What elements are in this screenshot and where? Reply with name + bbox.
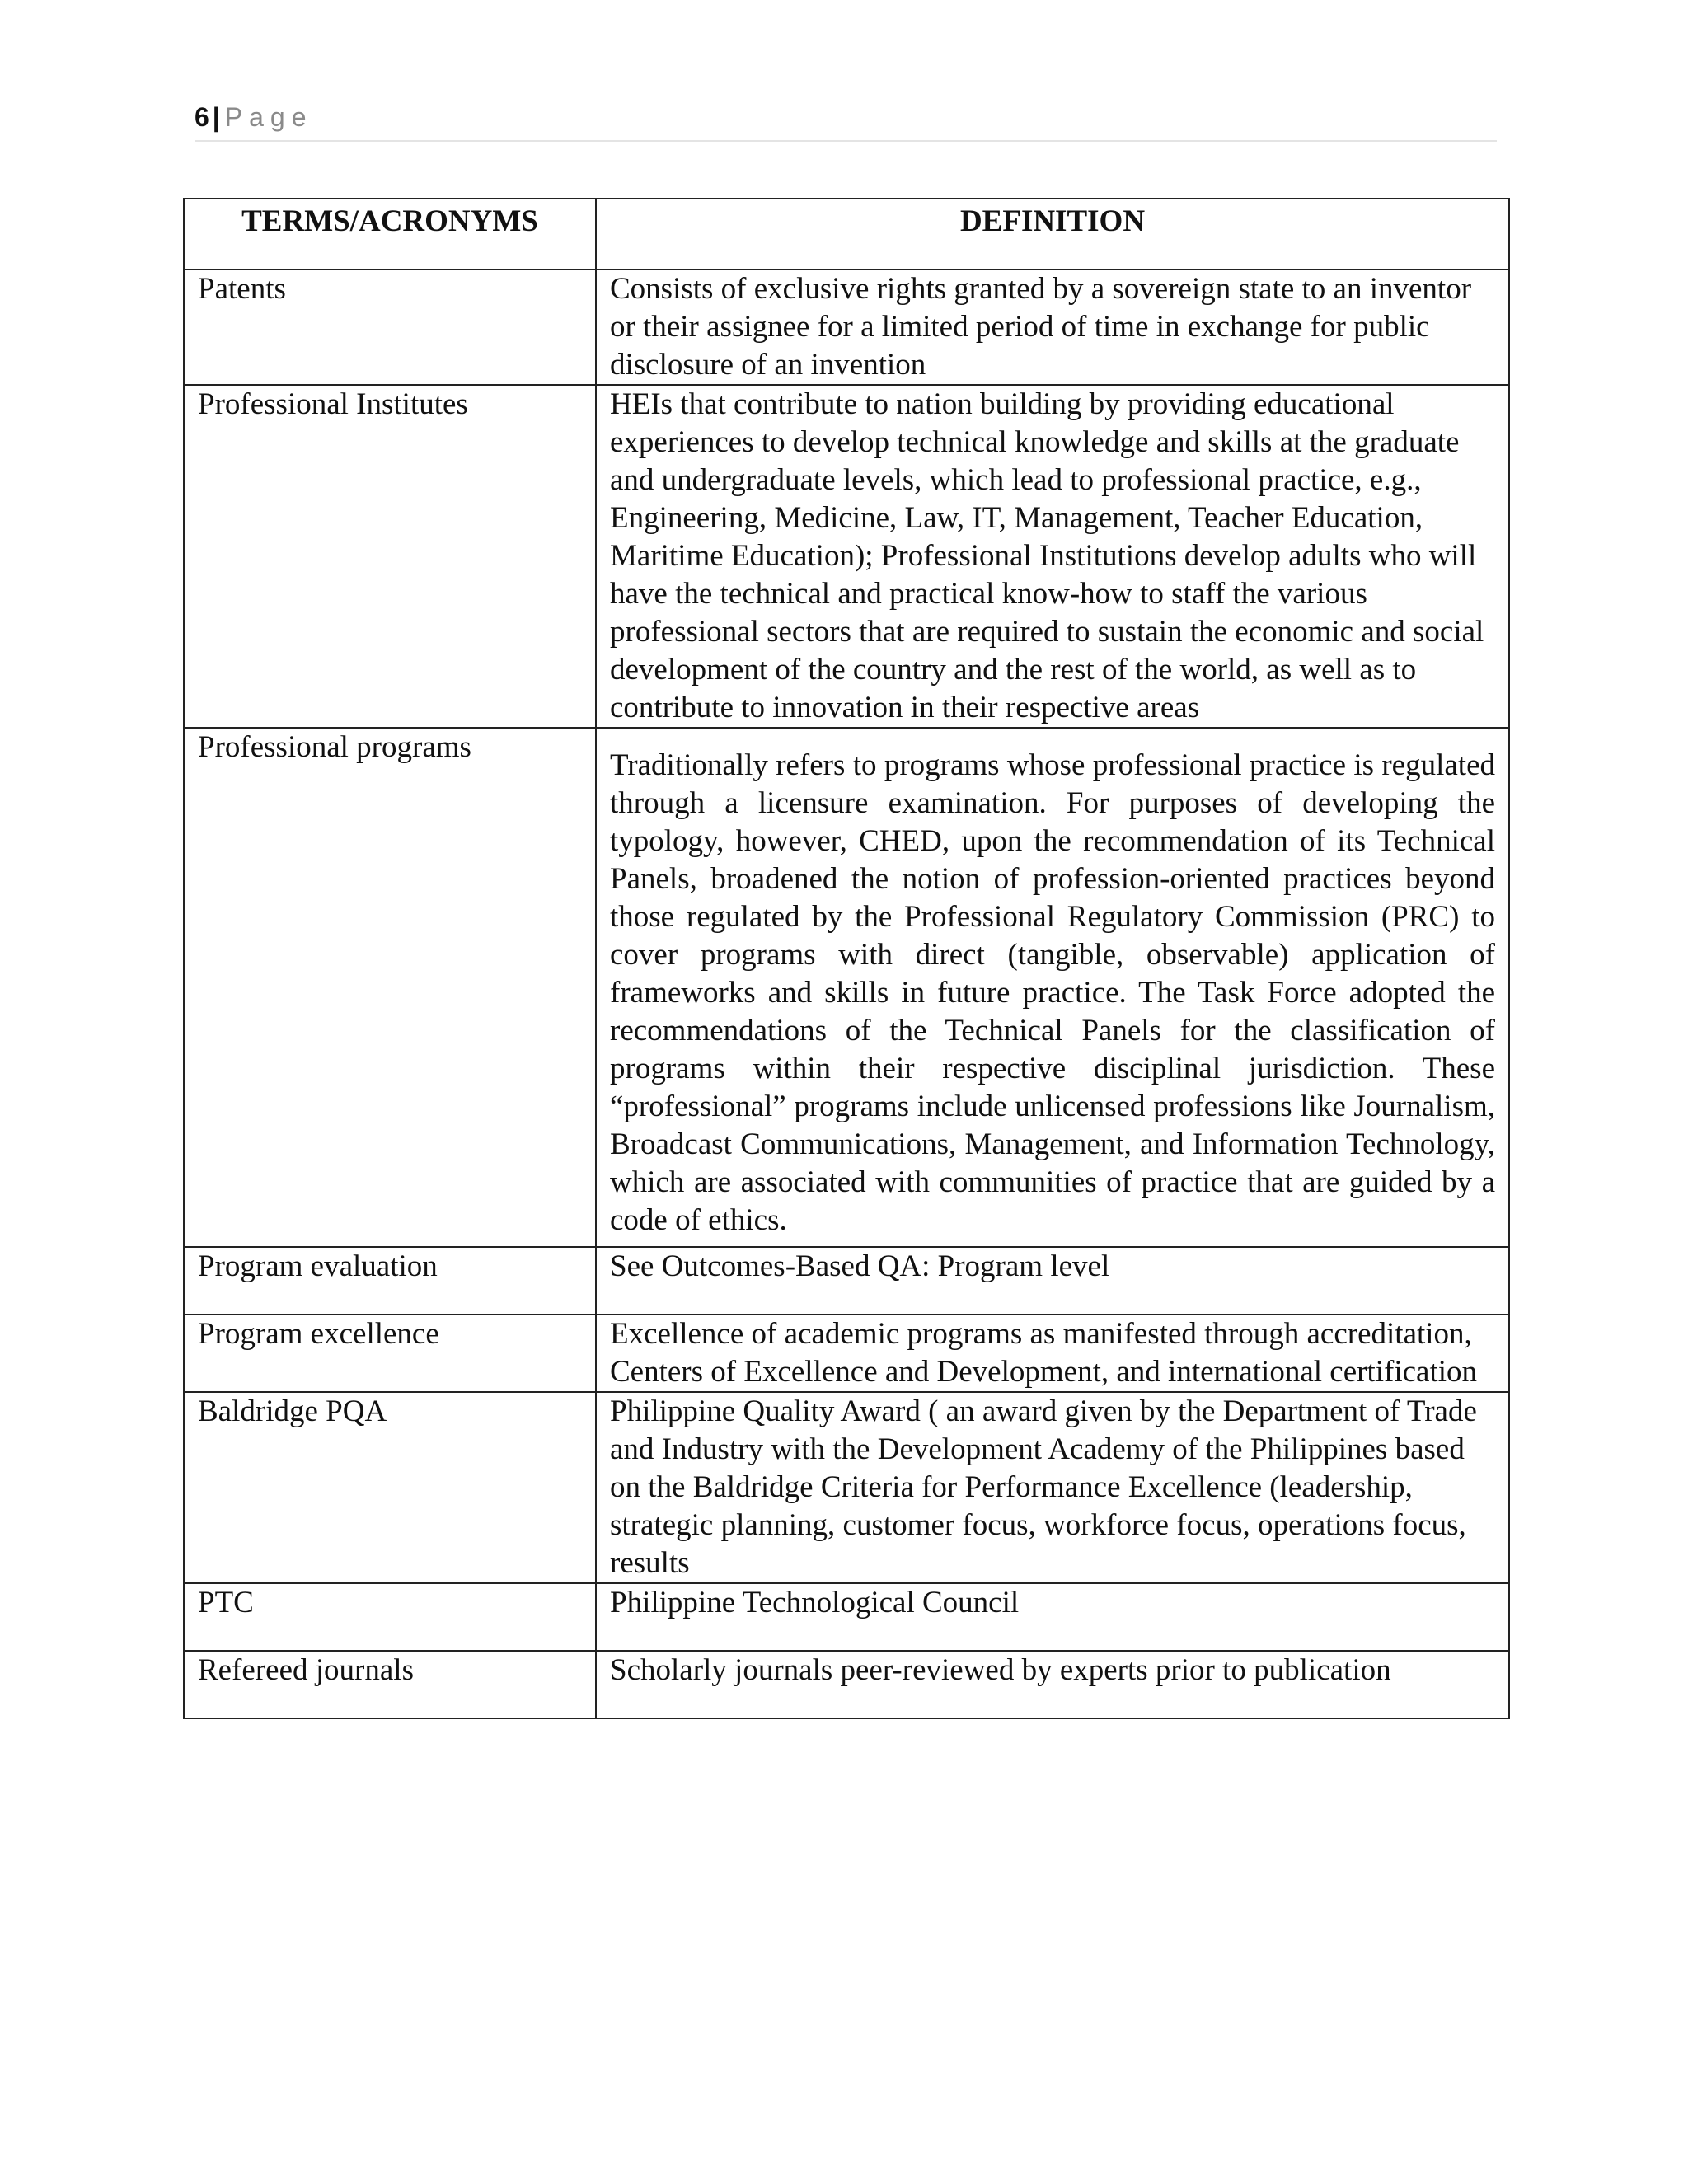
page-header [195, 101, 1497, 142]
term-cell: PTC [184, 1583, 596, 1651]
page-label: Page [224, 102, 313, 132]
definition-cell: HEIs that contribute to nation building by providing educational experiences to develop technical knowledge and skills at the graduate and undergraduate levels, which lead to professional practice, e.g., Engineering, Medicine, Law, IT, Management, Teacher Education, Maritime Education); Professional Institutions develop adults who will have the technical and practical know-how to staff the various professional sectors that are required to sustain the economic and social development of the country and the rest of the world, as well as to contribute to innovation in their respective areas [596, 385, 1509, 728]
definition-column-header: DEFINITION [596, 199, 1509, 269]
table-row [184, 1583, 1509, 1651]
table-row [184, 1392, 1509, 1583]
table-row [184, 385, 1509, 728]
term-cell: Refereed journals [184, 1651, 596, 1718]
table-row [184, 1651, 1509, 1718]
table-row [184, 1315, 1509, 1392]
term-column-header: TERMS/ACRONYMS [184, 199, 596, 269]
definition-cell: Scholarly journals peer-reviewed by experts prior to publication [596, 1651, 1509, 1718]
term-cell: Baldridge PQA [184, 1392, 596, 1583]
table-row [184, 728, 1509, 1247]
term-cell: Program excellence [184, 1315, 596, 1392]
definition-cell: Philippine Quality Award ( an award given by the Department of Trade and Industry with the Development Academy of the Philippines based on the Baldridge Criteria for Performance Excellence (leadership, strategic planning, customer focus, workforce focus, operations focus, results [596, 1392, 1509, 1583]
table-header-row [184, 199, 1509, 269]
definition-cell: Consists of exclusive rights granted by a sovereign state to an inventor or their assignee for a limited period of time in exchange for public disclosure of an invention [596, 269, 1509, 385]
definition-cell: Excellence of academic programs as manifested through accreditation, Centers of Excellence and Development, and international certification [596, 1315, 1509, 1392]
definition-cell: See Outcomes-Based QA: Program level [596, 1247, 1509, 1315]
term-cell: Professional programs [184, 728, 596, 1247]
term-cell: Professional Institutes [184, 385, 596, 728]
term-cell: Program evaluation [184, 1247, 596, 1315]
page-separator: | [212, 102, 220, 132]
glossary-table [183, 198, 1510, 1719]
table-row [184, 269, 1509, 385]
definition-cell: Traditionally refers to programs whose professional practice is regulated through a licensure examination. For purposes of developing the typology, however, CHED, upon the recommendation of its Technical Panels, broadened the notion of profession-oriented practices beyond those regulated by the Professional Regulatory Commission (PRC) to cover programs with direct (tangible, observable) application of frameworks and skills in future practice. The Task Force adopted the recommendations of the Technical Panels for the classification of programs within their respective disciplinal jurisdiction. These “professional” programs include unlicensed professions like Journalism, Broadcast Communications, Management, and Information Technology, which are associated with communities of practice that are guided by a code of ethics. [596, 728, 1509, 1247]
term-cell: Patents [184, 269, 596, 385]
page-number: 6 [195, 102, 209, 132]
table-row [184, 1247, 1509, 1315]
definition-cell: Philippine Technological Council [596, 1583, 1509, 1651]
